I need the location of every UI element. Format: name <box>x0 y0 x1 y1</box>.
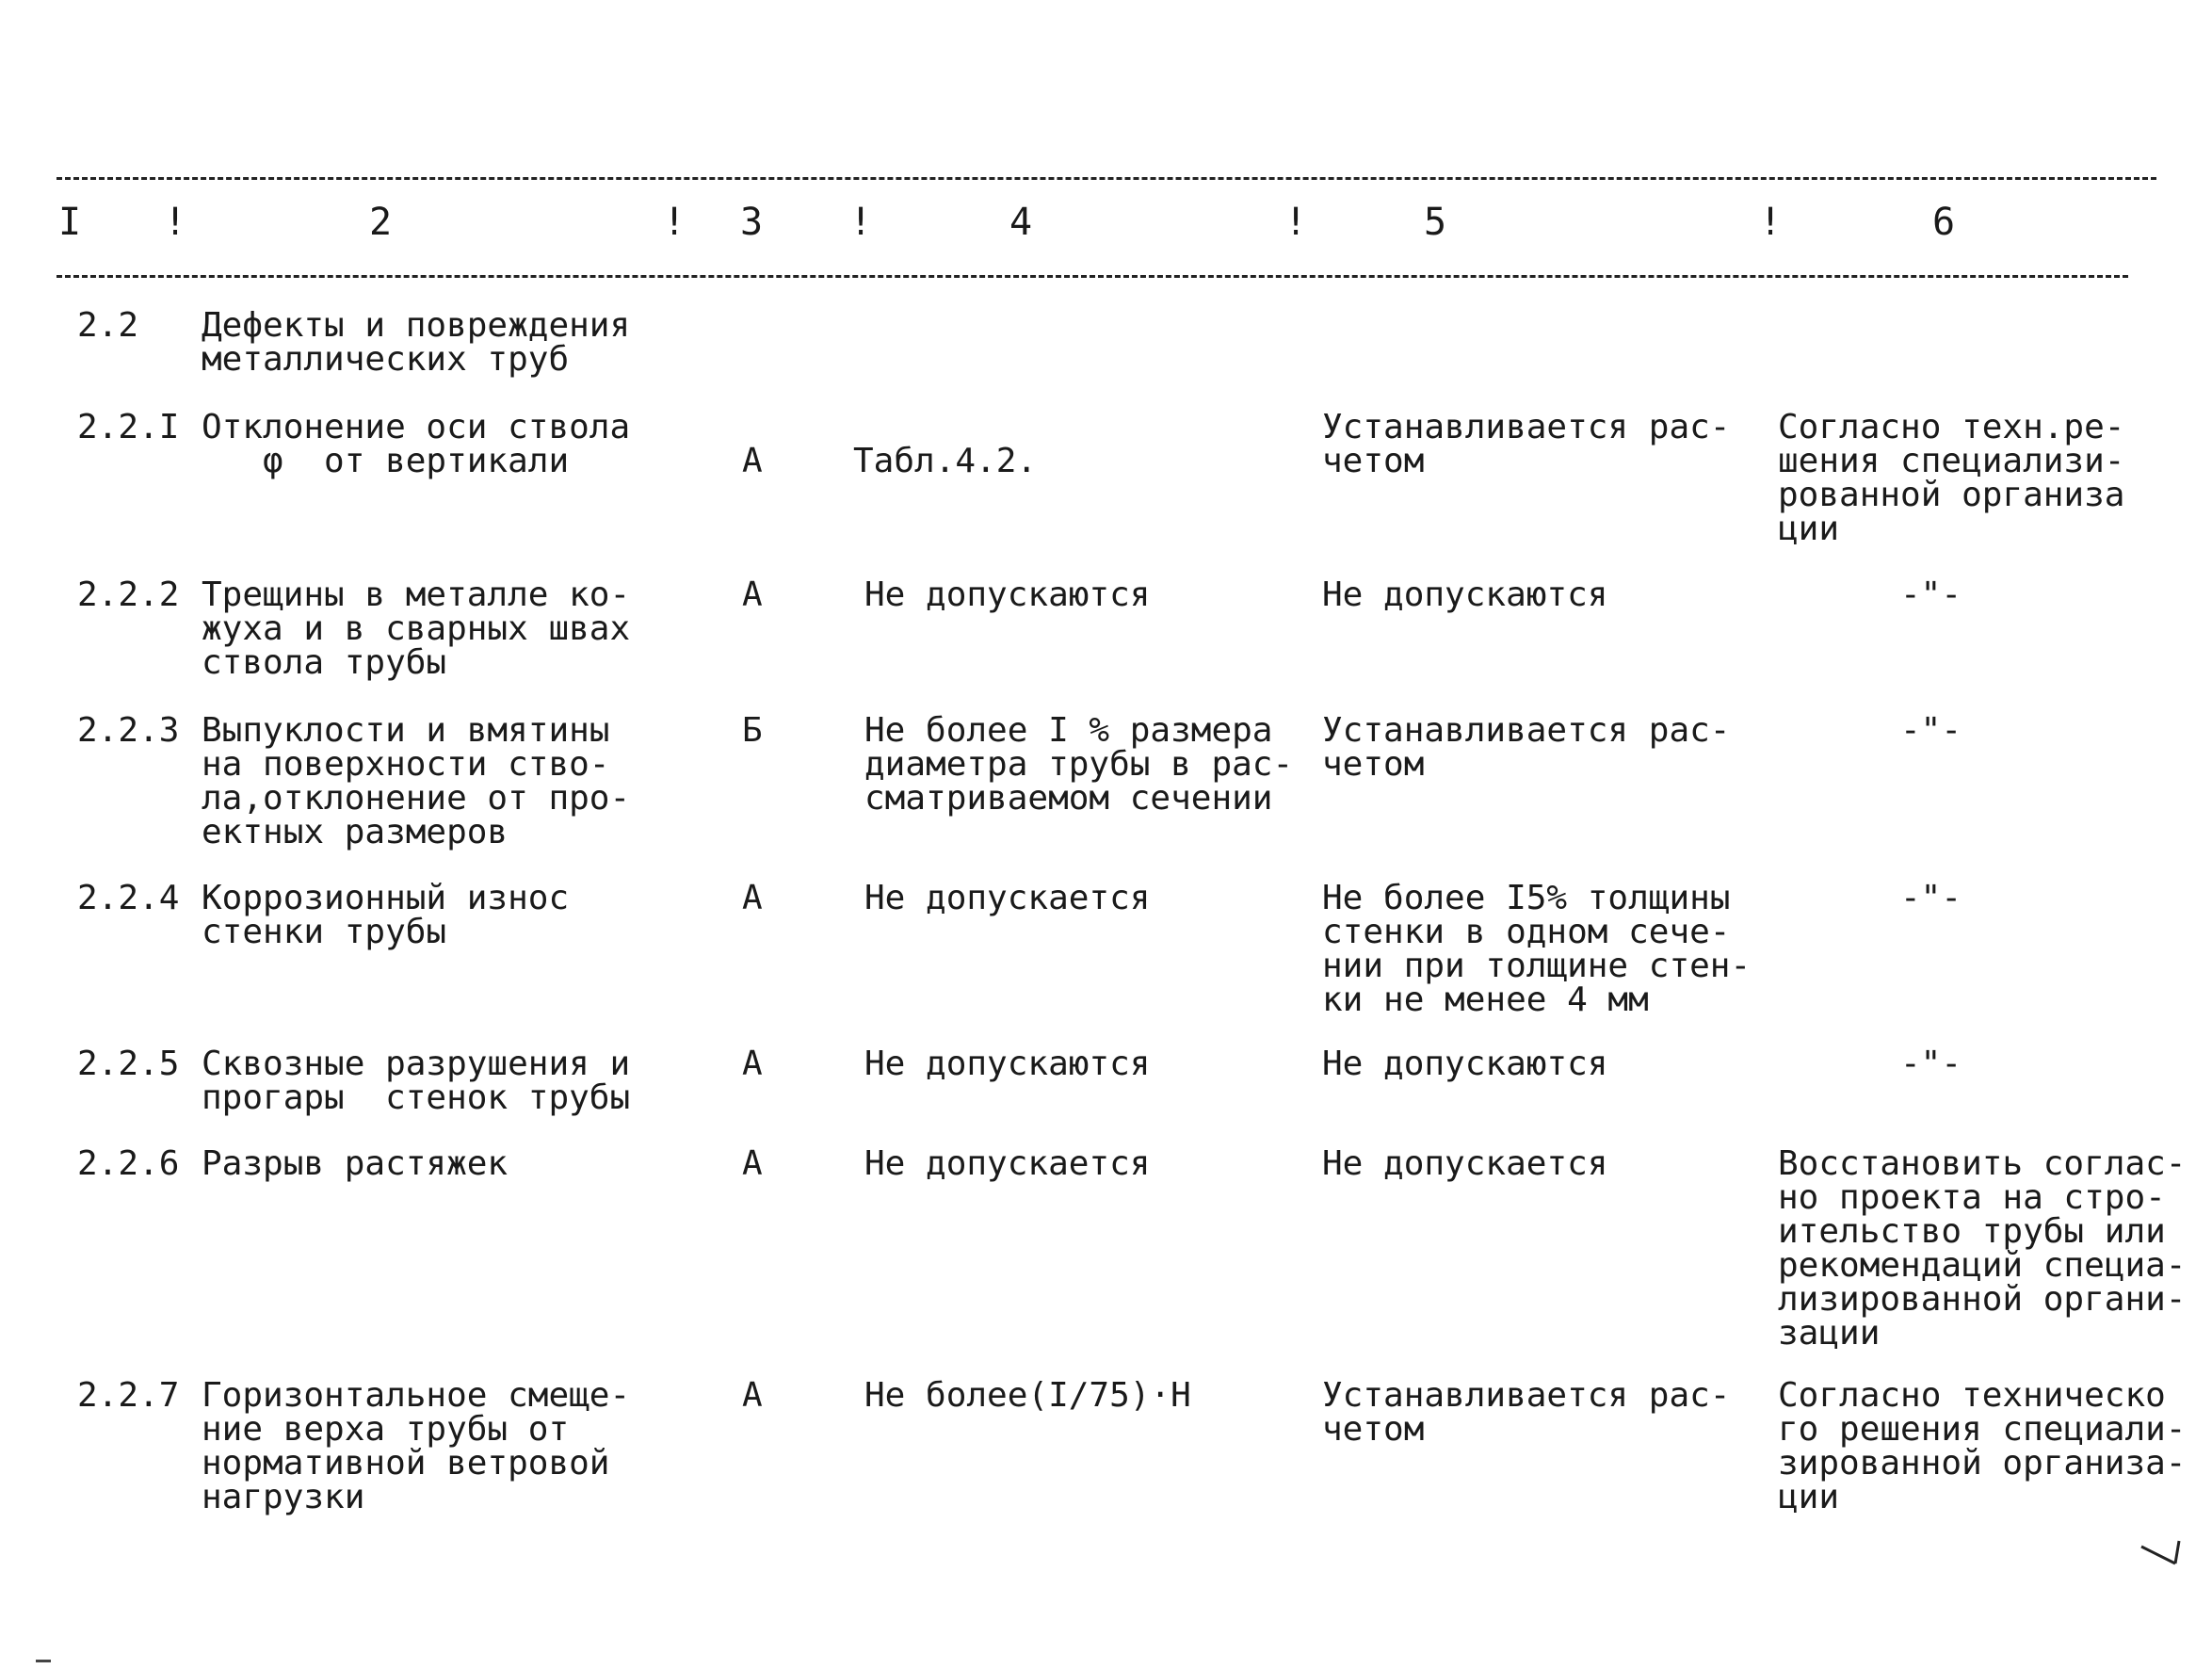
row-number: 2.2.7 <box>77 1376 180 1415</box>
row-number: 2.2.2 <box>77 575 180 614</box>
limit-value: Не допускаются <box>864 1045 1151 1083</box>
allowed-value: Устанавливается рас- четом <box>1322 711 1731 784</box>
defect-name: Разрыв растяжек <box>202 1144 509 1183</box>
category: А <box>742 1144 763 1183</box>
table-top-rule <box>57 177 2156 180</box>
header-separator: ! <box>663 201 686 244</box>
defect-name: Коррозионный износ стенки трубы <box>202 879 570 951</box>
allowed-value: Устанавливается рас- четом <box>1322 408 1731 480</box>
limit-value: Не более I % размера диаметра трубы в рас- сматриваемом сечении <box>864 711 1294 818</box>
action: Согласно техн.ре- шения специализи- рованной организа ции <box>1778 408 2125 548</box>
category: А <box>742 575 763 614</box>
action: Согласно техническо го решения специали- зированной организа- ции <box>1778 1376 2187 1516</box>
allowed-value: Не более I5% толщины стенки в одном сече- нии при толщине стен- ки не менее 4 мм <box>1322 879 1752 1019</box>
row-number: 2.2.I <box>77 408 180 446</box>
allowed-value: Не допускаются <box>1322 1045 1608 1083</box>
defect-name: Сквозные разрушения и прогары стенок трубы <box>202 1045 631 1117</box>
defect-name: Выпуклости и вмятины на поверхности ство- ла,отклонение от про- ектных размеров <box>202 711 631 851</box>
row-number: 2.2.4 <box>77 879 180 917</box>
table-header-rule <box>57 275 2128 278</box>
category: А <box>742 442 763 480</box>
action: -"- <box>1900 575 1962 614</box>
category: А <box>742 879 763 917</box>
limit-value: Не более(I/75)·Н <box>864 1376 1191 1415</box>
pen-mark-icon <box>2138 1535 2194 1573</box>
header-col-2: 2 <box>369 201 393 244</box>
header-separator: ! <box>1284 201 1308 244</box>
limit-value: Не допускается <box>864 1144 1151 1183</box>
limit-value: Не допускается <box>864 879 1151 917</box>
row-number: 2.2.5 <box>77 1045 180 1083</box>
allowed-value: Не допускаются <box>1322 575 1608 614</box>
defect-name: Отклонение оси ствола φ от вертикали <box>202 408 631 480</box>
row-number: 2.2.6 <box>77 1144 180 1183</box>
header-col-1: I <box>58 201 82 244</box>
action: Восстановить соглас- но проекта на стро- ительство трубы или рекомендаций специа- лизированной органи- зации <box>1778 1144 2187 1353</box>
defect-name: Трещины в металле ко- жуха и в сварных швах ствола трубы <box>202 575 631 682</box>
header-separator: ! <box>849 201 873 244</box>
header-col-3: 3 <box>740 201 764 244</box>
defect-name: Горизонтальное смеще- ние верха трубы от нормативной ветровой нагрузки <box>202 1376 631 1516</box>
category: А <box>742 1045 763 1083</box>
category: А <box>742 1376 763 1415</box>
allowed-value: Устанавливается рас- четом <box>1322 1376 1731 1449</box>
category: Б <box>742 711 763 750</box>
row-number: 2.2 <box>77 306 139 345</box>
limit-value: Табл.4.2. <box>853 442 1038 480</box>
corner-mark <box>36 1660 51 1662</box>
header-separator: ! <box>1759 201 1783 244</box>
defect-name: Дефекты и повреждения металлических труб <box>202 306 631 379</box>
action: -"- <box>1900 879 1962 917</box>
allowed-value: Не допускается <box>1322 1144 1608 1183</box>
header-col-5: 5 <box>1424 201 1447 244</box>
header-separator: ! <box>164 201 187 244</box>
header-col-4: 4 <box>1009 201 1033 244</box>
limit-value: Не допускаются <box>864 575 1151 614</box>
header-col-6: 6 <box>1932 201 1956 244</box>
action: -"- <box>1900 711 1962 750</box>
action: -"- <box>1900 1045 1962 1083</box>
row-number: 2.2.3 <box>77 711 180 750</box>
